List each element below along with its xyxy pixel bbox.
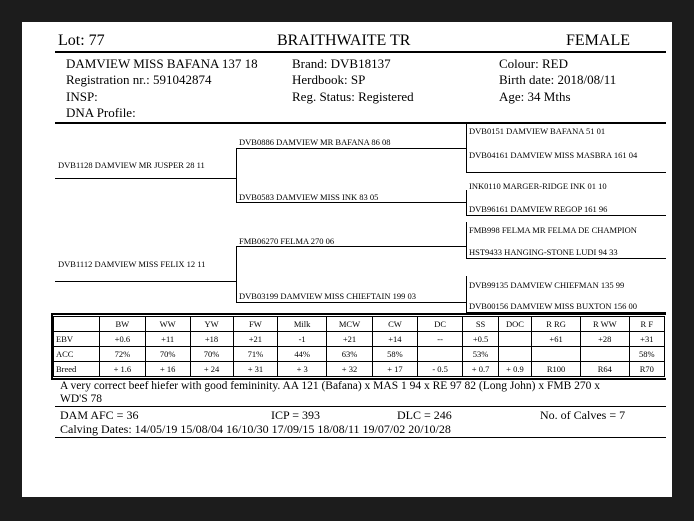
comment-line-1: A very correct beef hiefer with good femininity. AA 121 (Bafana) x MAS 1 94 x RE 97 82 (Long John) x FMB 270 x — [60, 380, 600, 392]
table-cell: +31 — [629, 332, 664, 347]
sds-name: INK0110 MARGER-RIDGE INK 01 10 — [469, 181, 607, 191]
dam-line — [55, 281, 236, 282]
sss-name: DVB0151 DAMVIEW BAFANA 51 01 — [469, 126, 606, 136]
table-cell — [417, 347, 463, 362]
dss-name: FMB998 FELMA MR FELMA DE CHAMPION — [469, 225, 637, 235]
header-cell: YW — [190, 317, 233, 332]
dna-profile: DNA Profile: — [66, 105, 136, 120]
sire-bracket — [236, 148, 237, 202]
table-cell: + 32 — [326, 362, 372, 377]
header-cell: FW — [233, 317, 278, 332]
table-cell: 72% — [99, 347, 145, 362]
table-cell: 70% — [190, 347, 233, 362]
header-cell: WW — [145, 317, 190, 332]
table-cell: + 31 — [233, 362, 278, 377]
colour: Colour: RED — [499, 56, 568, 71]
table-top-rule — [51, 313, 666, 315]
table-cell: 44% — [278, 347, 327, 362]
table-cell: +18 — [190, 332, 233, 347]
table-cell: 70% — [145, 347, 190, 362]
dam-bracket — [236, 246, 237, 302]
dd-bracket — [466, 276, 467, 312]
sd-line — [236, 202, 466, 203]
breeder-name: BRAITHWAITE TR — [277, 32, 411, 49]
ddd-name: DVB00156 DAMVIEW MISS BUXTON 156 00 — [469, 301, 638, 311]
table-cell: + 24 — [190, 362, 233, 377]
ss-bracket — [466, 124, 467, 172]
header-cell — [54, 317, 100, 332]
dam-sire: FMB06270 FELMA 270 06 — [239, 236, 335, 246]
bottom-dark-bar — [0, 497, 694, 521]
breed-row — [54, 362, 665, 377]
ebv-row — [54, 332, 665, 347]
table-cell: + 16 — [145, 362, 190, 377]
table-cell: +14 — [373, 332, 418, 347]
table-cell: +21 — [233, 332, 278, 347]
table-cell: + 0.7 — [463, 362, 498, 377]
performance-table — [53, 316, 665, 377]
table-cell: 58% — [629, 347, 664, 362]
table-cell: -1 — [278, 332, 327, 347]
comment-line-2: WD'S 78 — [60, 393, 103, 405]
header-cell: DC — [417, 317, 463, 332]
dd-line — [236, 302, 466, 303]
row-label: Breed — [54, 362, 100, 377]
animal-name: DAMVIEW MISS BAFANA 137 18 — [66, 56, 258, 71]
table-cell: 63% — [326, 347, 372, 362]
age: Age: 34 Mths — [499, 89, 571, 104]
table-cell: 53% — [463, 347, 498, 362]
table-cell — [580, 347, 629, 362]
table-cell: + 3 — [278, 362, 327, 377]
dds-name: DVB99135 DAMVIEW CHIEFMAN 135 99 — [469, 280, 625, 290]
table-cell: 58% — [373, 347, 418, 362]
table-cell — [498, 347, 531, 362]
number-of-calves: No. of Calves = 7 — [540, 408, 626, 422]
header-rule — [55, 51, 666, 53]
table-cell — [532, 347, 581, 362]
header-cell: R F — [629, 317, 664, 332]
acc-row — [54, 347, 665, 362]
ss-line — [236, 148, 466, 149]
table-cell: 71% — [233, 347, 278, 362]
sire-sire: DVB0886 DAMVIEW MR BAFANA 86 08 — [239, 137, 391, 147]
header-cell: Milk — [278, 317, 327, 332]
sire-dam: DVB0583 DAMVIEW MISS INK 83 05 — [239, 192, 379, 202]
top-dark-bar — [0, 0, 694, 22]
table-cell: R100 — [532, 362, 581, 377]
ds-bracket — [466, 222, 467, 258]
dam-dam: DVB03199 DAMVIEW MISS CHIEFTAIN 199 03 — [239, 291, 416, 301]
comment-rule — [55, 406, 666, 407]
table-cell: +21 — [326, 332, 372, 347]
row-label: ACC — [54, 347, 100, 362]
header-cell: R WW — [580, 317, 629, 332]
row-label: EBV — [54, 332, 100, 347]
sex-label: FEMALE — [566, 32, 630, 49]
ssd-name: DVB04161 DAMVIEW MISS MASBRA 161 04 — [469, 150, 638, 160]
table-header-row — [54, 317, 665, 332]
brand: Brand: DVB18137 — [292, 56, 391, 71]
dam-afc: DAM AFC = 36 — [60, 408, 139, 422]
table-cell: + 1.6 — [99, 362, 145, 377]
table-cell: +28 — [580, 332, 629, 347]
table-cell: +0.6 — [99, 332, 145, 347]
dsd-name: HST9433 HANGING-STONE LUDI 94 33 — [469, 247, 618, 257]
table-left-rule — [51, 313, 53, 379]
calving-dates: Calving Dates: 14/05/19 15/08/04 16/10/30 17/09/15 18/08/11 19/07/02 20/10/28 — [60, 422, 451, 436]
dsd-line — [466, 258, 666, 259]
footer-rule — [55, 437, 666, 438]
sdd-line — [466, 215, 666, 216]
ds-line — [236, 246, 466, 247]
dlc: DLC = 246 — [397, 408, 452, 422]
table-cell: -- — [417, 332, 463, 347]
table-cell: +61 — [532, 332, 581, 347]
table-cell: R70 — [629, 362, 664, 377]
reg-status: Reg. Status: Registered — [292, 89, 414, 104]
sire-name: DVB1128 DAMVIEW MR JUSPER 28 11 — [58, 160, 205, 170]
table-cell: - 0.5 — [417, 362, 463, 377]
header-cell: BW — [99, 317, 145, 332]
sd-bracket — [466, 190, 467, 215]
dam-name: DVB1112 DAMVIEW MISS FELIX 12 11 — [58, 259, 206, 269]
table-cell — [498, 332, 531, 347]
table-cell: + 17 — [373, 362, 418, 377]
lot-number: Lot: 77 — [58, 32, 105, 49]
table-cell: +11 — [145, 332, 190, 347]
table-cell: R64 — [580, 362, 629, 377]
table-cell: +0.5 — [463, 332, 498, 347]
herdbook: Herdbook: SP — [292, 72, 366, 87]
header-cell: DOC — [498, 317, 531, 332]
header-cell: SS — [463, 317, 498, 332]
table-cell: + 0.9 — [498, 362, 531, 377]
sire-line — [55, 178, 236, 179]
header-cell: R RG — [532, 317, 581, 332]
icp: ICP = 393 — [271, 408, 320, 422]
ssd-line — [466, 172, 666, 173]
header-cell: MCW — [326, 317, 372, 332]
info-rule — [55, 122, 666, 124]
birth-date: Birth date: 2018/08/11 — [499, 72, 617, 87]
header-cell: CW — [373, 317, 418, 332]
insp: INSP: — [66, 89, 98, 104]
registration-number: Registration nr.: 591042874 — [66, 72, 212, 87]
sdd-name: DVB96161 DAMVIEW REGOP 161 96 — [469, 204, 608, 214]
